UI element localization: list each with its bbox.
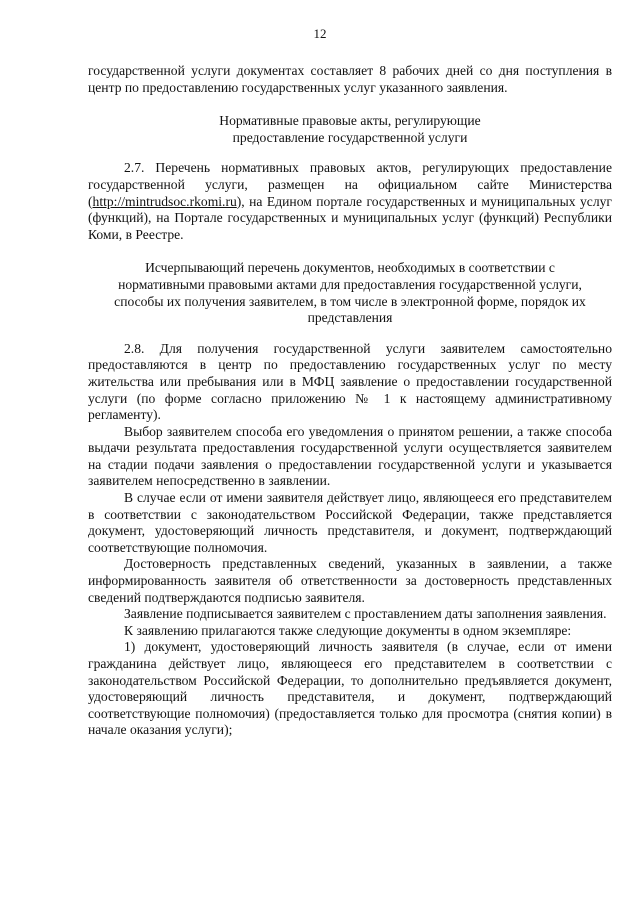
paragraph-representative: В случае если от имени заявителя действует лицо, являющееся его представителем в соответствии с законодательством Российской Федерации, также представляется документ, удостоверяющий личность представителя, и документ, подтверждающий соответствующие полномочия. <box>88 490 612 555</box>
list-item-1-identity-document: 1) документ, удостоверяющий личность заявителя (в случае, если от имени гражданина действует лицо, являющееся его представителем в соответствии с законодательством Российской Федерации, то дополнительно предъявляется документ, удостоверяющий личность представителя, и документ, подтверждающий соответствующие полномочия) (предоставляется только для просмотра (снятия копии) в начале оказания услуги); <box>88 639 612 738</box>
paragraph-signature: Заявление подписывается заявителем с проставлением даты заполнения заявления. <box>124 606 607 622</box>
paragraph-text: 2.7. Перечень нормативных правовых актов, регулирующих предоставление государственной услуги, размещен на официальном сайте Министерства ( <box>88 160 612 209</box>
paragraph-text: ), на Едином портале государственных и муниципальных услуг (функций), на Портале государственных и муниципальных услуг (функций) Республики Коми, в Реестре. <box>88 193 612 242</box>
paragraph-reliability: Достоверность представленных сведений, указанных в заявлении, а также информированность заявителя об ответственности за достоверность представленных сведений подтверждаются подписью заявителя. <box>88 556 612 605</box>
section-heading-line: Исчерпывающий перечень документов, необходимых в соответствии с <box>145 260 555 276</box>
paragraph-attachments: К заявлению прилагаются также следующие документы в одном экземпляре: <box>124 622 572 638</box>
section-heading-line: представления <box>307 310 393 326</box>
section-heading-documents <box>88 260 612 326</box>
ministry-website-link[interactable]: http://mintrudsoc.rkomi.ru <box>92 193 237 209</box>
paragraph-2-7 <box>88 160 612 243</box>
document-body <box>88 63 612 739</box>
section-heading-line: предоставление государственной услуги <box>232 129 468 145</box>
paragraph-2-8: 2.8. Для получения государственной услуги заявителем самостоятельно предоставляются в центр по предоставлению государственных услуг по месту жительства или пребывания или в МФЦ заявление о предоставлении государственной услуги (по форме согласно приложению № 1 к настоящему административному регламенту). <box>88 340 612 423</box>
section-heading-legal-acts <box>88 113 612 146</box>
paragraph-notification-choice: Выбор заявителем способа его уведомления о принятом решении, а также способа выдачи результата предоставления государственной услуги осуществляется заявителем на стадии подачи заявления о предоставлении государственной услуги и указывается заявителем непосредственно в заявлении. <box>88 423 612 489</box>
page-number: 12 <box>313 26 327 41</box>
section-heading-line: способы их получения заявителем, в том числе в электронной форме, порядок их <box>114 293 586 309</box>
intro-paragraph: государственной услуги документах составляет 8 рабочих дней со дня поступления в центр по предоставлению государственных услуг указанного заявления. <box>88 63 612 95</box>
section-heading-line: Нормативные правовые акты, регулирующие <box>219 113 481 129</box>
section-heading-line: нормативными правовыми актами для предоставления государственной услуги, <box>118 276 582 292</box>
